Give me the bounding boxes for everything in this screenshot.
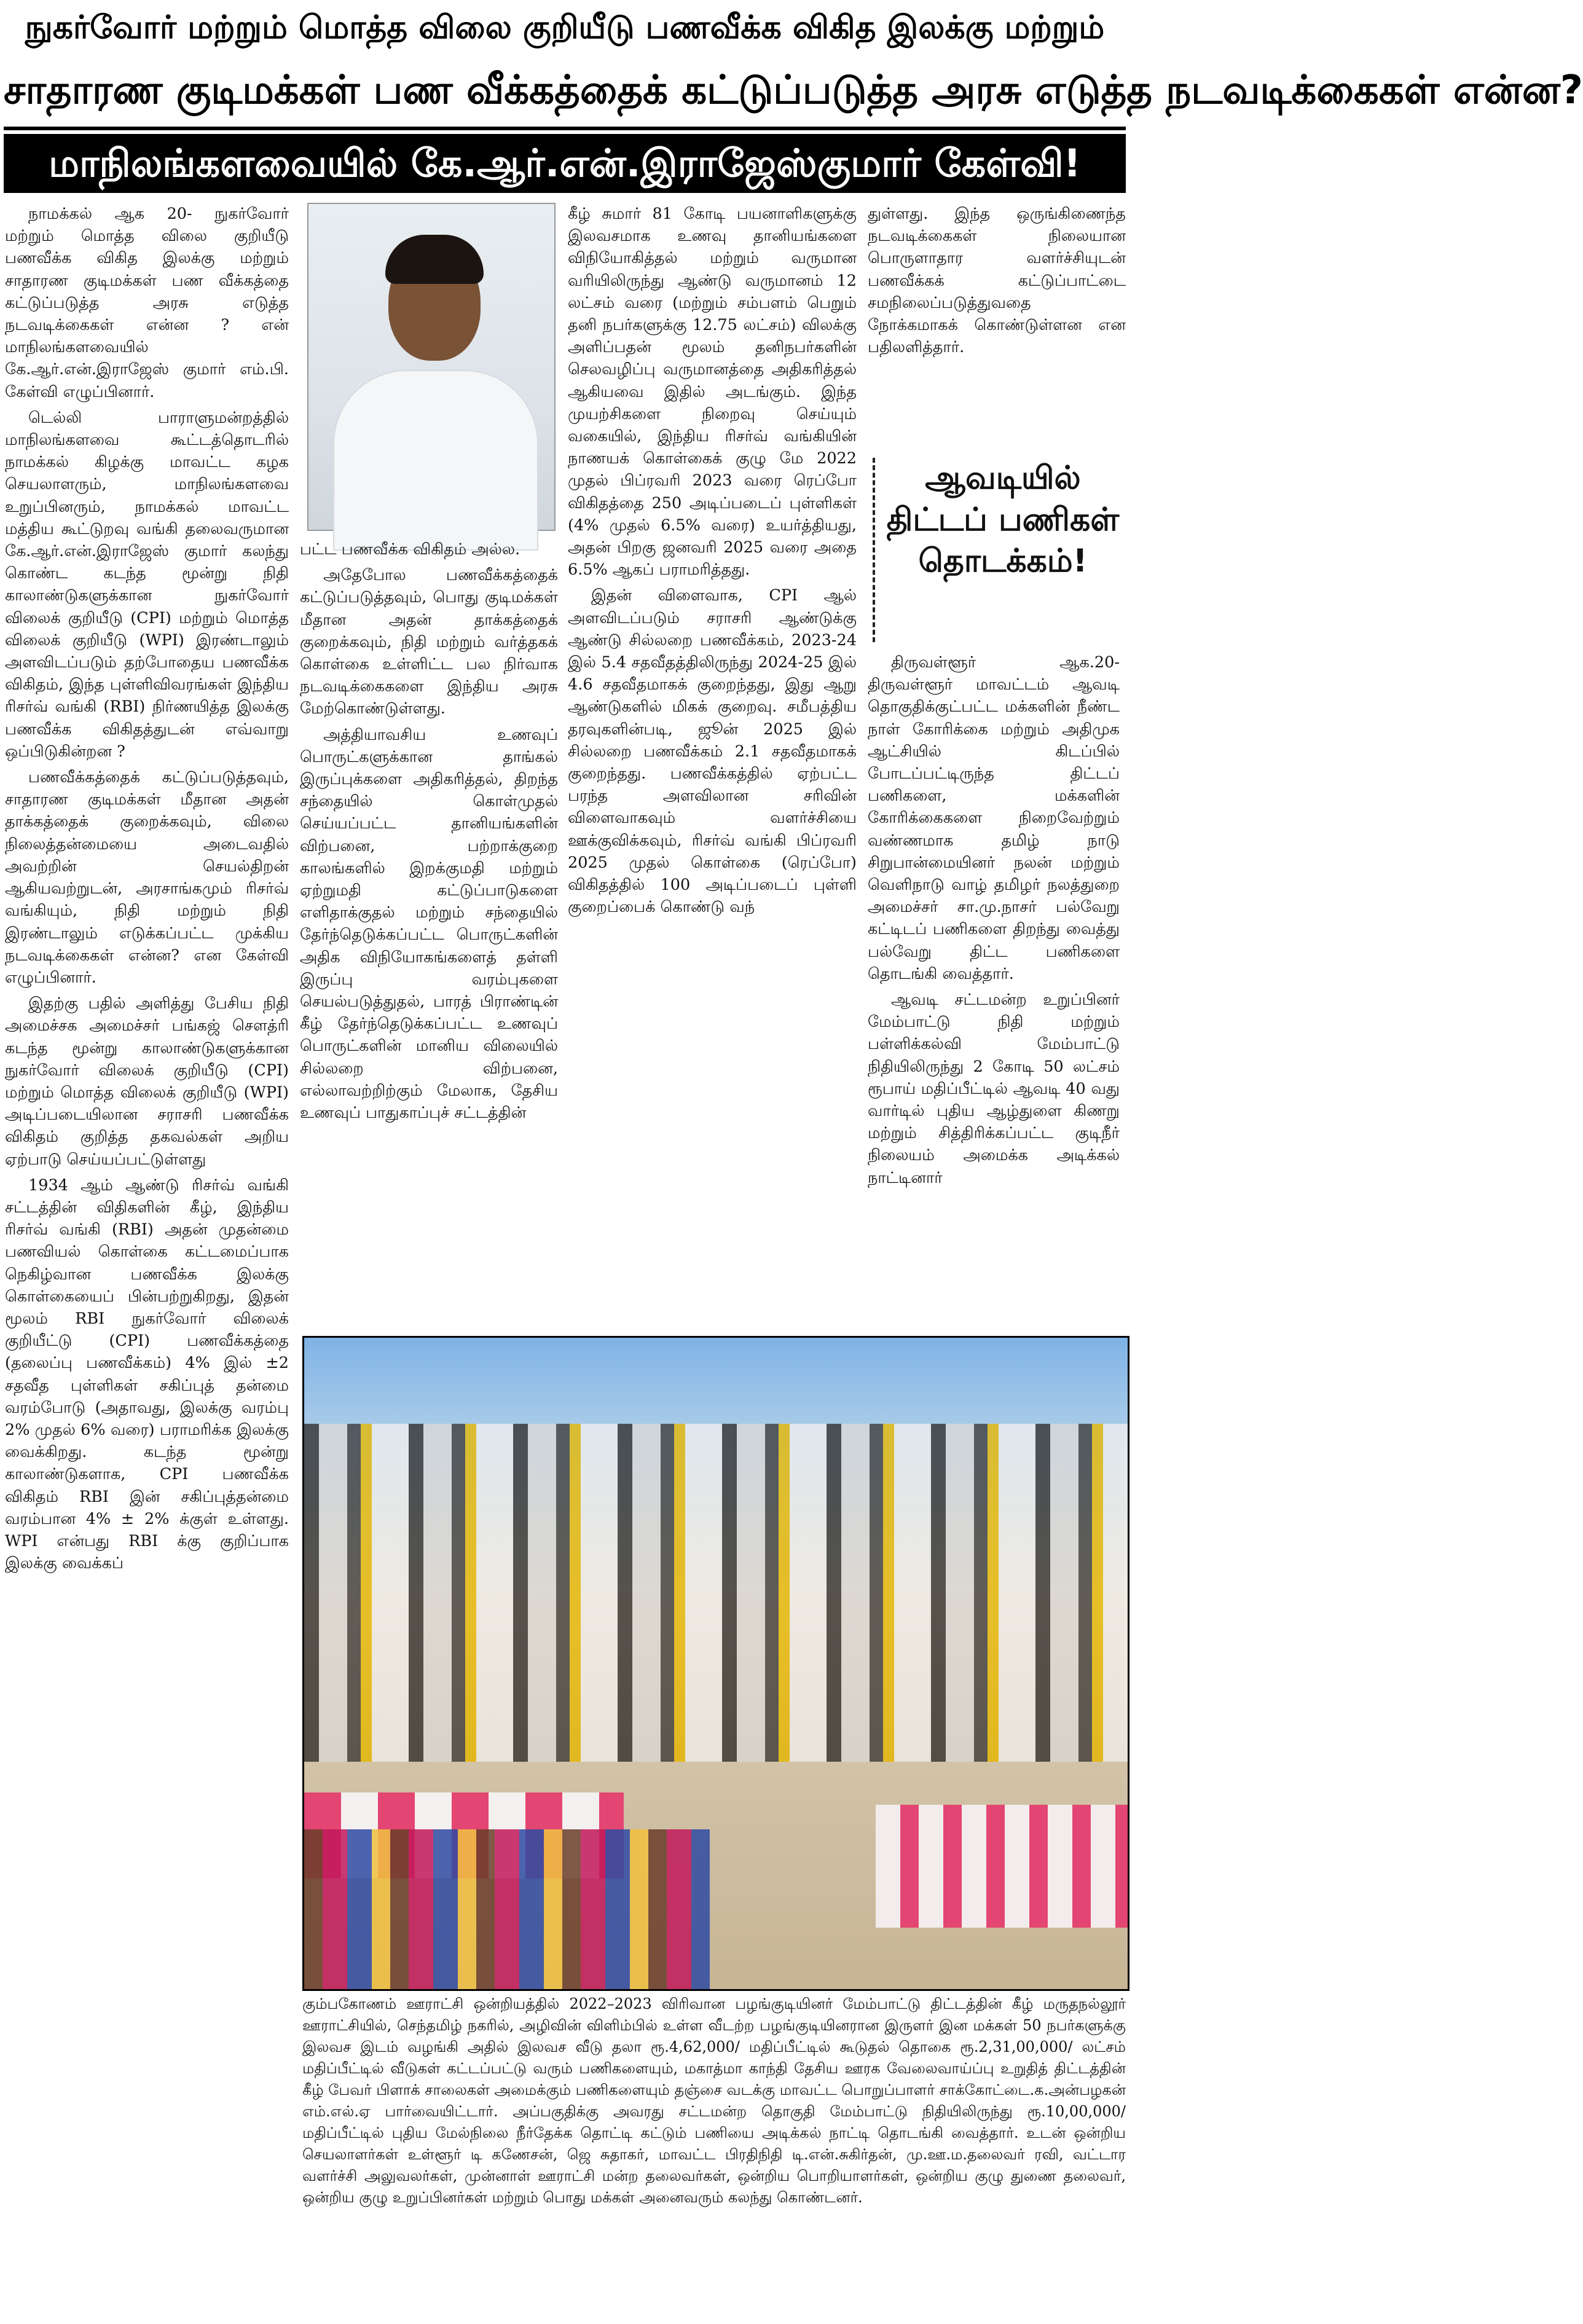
article-column-3 — [568, 203, 857, 1327]
article-paragraph: இதற்கு பதில் அளித்து பேசிய நிதி அமைச்சக அமைச்சர் பங்கஜ் சௌத்ரி கடந்த மூன்று காலாண்டுகளுக்கான நுகர்வோர் விலைக் குறியீடு (CPI) மற்றும் மொத்த விலைக் குறியீடு (WPI) அடிப்படையிலான சராசரி பணவீக்க விகிதம் குறித்த தகவல்கள் அறிய ஏற்பாடு செய்யப்பட்டுள்ளது — [5, 994, 289, 1169]
headline-line-1: நுகர்வோர் மற்றும் மொத்த விலை குறியீடு பணவீக்க விகித இலக்கு மற்றும் — [4, 2, 1126, 53]
second-article-headline-box — [873, 458, 1125, 642]
article-paragraph: நாமக்கல் ஆக 20- நுகர்வோர் மற்றும் மொத்த விலை குறியீடு பணவீக்க விகித இலக்கு மற்றும் சாதாரண குடிமக்கள் பண வீக்கத்தை கட்டுப்படுத்த அரசு எடுத்த நடவடிக்கைகள் என்ன ? என் மாநிலங்களவையில் கே.ஆர்.என்.இராஜேஸ் குமார் எம்.பி. கேள்வி எழுப்பினார். — [5, 205, 289, 401]
photo-caption — [302, 1993, 1126, 2319]
article-paragraph: கீழ் சுமார் 81 கோடி பயனாளிகளுக்கு இலவசமாக உணவு தானியங்களை விநியோகித்தல் மற்றும் வருமான வரியிலிருந்து ஆண்டு வருமானம் 12 லட்சம் வரை (மற்றும் சம்பளம் பெறும் தனி நபர்களுக்கு 12.75 லட்சம்) விலக்கு அளிப்பதன் மூலம் தனிநபர்களின் செலவழிப்பு வருமானத்தை அதிகரித்தல் ஆகியவை இதில் அடங்கும். இந்த முயற்சிகளை நிறைவு செய்யும் வகையில், இந்திய ரிசர்வ் வங்கியின் நாணயக் கொள்கைக் குழு மே 2022 முதல் பிப்ரவரி 2023 வரை ரெப்போ விகிதத்தை 250 அடிப்படைப் புள்ளிகள் (4% முதல் 6.5% வரை) உயர்த்தியது, அதன் பிறகு ஜனவரி 2025 வரை அதை 6.5% ஆகப் பராமரித்தது. — [568, 205, 857, 579]
headline-line-2: சாதாரண குடிமக்கள் பண வீக்கத்தைக் கட்டுப்படுத்த அரசு எடுத்த நடவடிக்கைகள் என்ன? — [4, 54, 1126, 130]
article-column-1 — [5, 203, 289, 2317]
article-paragraph: திருவள்ளூர் ஆக.20- திருவள்ளூர் மாவட்டம் ஆவடி தொகுதிக்குட்பட்ட மக்களின் நீண்ட நாள் கோரிக்கை மற்றும் அதிமுக ஆட்சியில் கிடப்பில் போடப்பட்டிருந்த திட்டப் பணிகளை, மக்களின் கோரிக்கைகளை நிறைவேற்றும் வண்ணமாக தமிழ் நாடு சிறுபான்மையினர் நலன் மற்றும் வெளிநாடு வாழ் தமிழர் நலத்துறை அமைச்சர் சா.மு.நாசர் பல்வேறு கட்டிடப் பணிகளை திறந்து வைத்து பல்வேறு திட்ட பணிகளை தொடங்கி வைத்தார். — [868, 653, 1120, 983]
article-paragraph: டெல்லி பாராளுமன்றத்தில் மாநிலங்களவை கூட்டத்தொடரில் நாமக்கல் கிழக்கு மாவட்ட கழக செயலாளரும், மாநிலங்களவை உறுப்பினரும், நாமக்கல் மாவட்ட மத்திய கூட்டுறவு வங்கி தலைவருமான கே.ஆர்.என்.இராஜேஸ் குமார் கலந்து கொண்ட கடந்த மூன்று நிதி காலாண்டுகளுக்கான நுகர்வோர் விலைக் குறியீடு (CPI) மற்றும் மொத்த விலைக் குறியீடு (WPI) இரண்டாலும் அளவிடப்படும் தற்போதைய பணவீக்க விகிதம், இந்த புள்ளிவிவரங்கள் இந்திய ரிசர்வ் வங்கி (RBI) நிர்ணயித்த இலக்கு பணவீக்க விகிதத்துடன் எவ்வாறு ஒப்பிடுகின்றன ? — [5, 408, 289, 761]
article-paragraph: இதன் விளைவாக, CPI ஆல் அளவிடப்படும் சராசரி ஆண்டுக்கு ஆண்டு சில்லறை பணவீக்கம், 2023-24 இல் 5.4 சதவீதத்திலிருந்து 2024-25 இல் 4.6 சதவீதமாகக் குறைந்தது, இது ஆறு ஆண்டுகளில் மிகக் குறைவு. சமீபத்திய தரவுகளின்படி, ஜூன் 2025 இல் சில்லறை பணவீக்கம் 2.1 சதவீதமாகக் குறைந்தது. பணவீக்கத்தில் ஏற்பட்ட பரந்த அளவிலான சரிவின் விளைவாகவும் வளர்ச்சியை ஊக்குவிக்கவும், ரிசர்வ் வங்கி பிப்ரவரி 2025 முதல் கொள்கை (ரெப்போ) விகிதத்தில் 100 அடிப்படைப் புள்ளி குறைப்பைக் கொண்டு வந் — [568, 586, 857, 917]
portrait-hair — [385, 235, 484, 284]
second-article-title: ஆவடியில் திட்டப் பணிகள் தொடக்கம்! — [886, 460, 1120, 580]
article-paragraph: பட்ட பணவீக்க விகிதம் அல்ல. — [300, 540, 520, 559]
event-photo-houses-right — [876, 1805, 1128, 1928]
event-photo-group — [304, 1829, 710, 1989]
event-photo — [302, 1336, 1129, 1991]
article-paragraph: ஆவடி சட்டமன்ற உறுப்பினர் மேம்பாட்டு நிதி மற்றும் பள்ளிக்கல்வி மேம்பாட்டு நிதியிலிருந்து 2 கோடி 50 லட்சம் ரூபாய் மதிப்பீட்டில் ஆவடி 40 வது வார்டில் புதிய ஆழ்துளை கிணறு மற்றும் சித்திரிக்கப்பட்ட குடிநீர் நிலையம் அமைக்க அடிக்கல் நாட்டினார் — [868, 991, 1120, 1187]
article-paragraph: 1934 ஆம் ஆண்டு ரிசர்வ் வங்கி சட்டத்தின் விதிகளின் கீழ், இந்திய ரிசர்வ் வங்கி (RBI) அதன் முதன்மை பணவியல் கொள்கை கட்டமைப்பாக நெகிழ்வான பணவீக்க இலக்கு கொள்கையைப் பின்பற்றுகிறது, இதன் மூலம் RBI நுகர்வோர் விலைக் குறியீட்டு (CPI) பணவீக்கத்தை (தலைப்பு பணவீக்கம்) 4% இல் ±2 சதவீத புள்ளிகள் சகிப்புத் தன்மை வரம்போடு (அதாவது, இலக்கு வரம்பு 2% முதல் 6% வரை) பராமரிக்க இலக்கு வைக்கிறது. கடந்த மூன்று காலாண்டுகளாக, CPI பணவீக்க விகிதம் RBI இன் சகிப்புத்தன்மை வரம்பான 4% ± 2% க்குள் உள்ளது. WPI என்பது RBI க்கு குறிப்பாக இலக்கு வைக்கப் — [5, 1176, 289, 1573]
article-paragraph: அதேபோல பணவீக்கத்தைக் கட்டுப்படுத்தவும், பொது குடிமக்கள் மீதான அதன் தாக்கத்தைக் குறைக்கவும், நிதி மற்றும் வர்த்தகக் கொள்கை உள்ளிட்ட பல நிர்வாக நடவடிக்கைகளை இந்திய அரசு மேற்கொண்டுள்ளது. — [300, 566, 558, 718]
article-paragraph: துள்ளது. இந்த ஒருங்கிணைந்த நடவடிக்கைகள் நிலையான பொருளாதார வளர்ச்சியுடன் பணவீக்கக் கட்டுப்பாட்டை சமநிலைப்படுத்துவதை நோக்கமாகக் கொண்டுள்ளன என பதிலளித்தார். — [868, 205, 1126, 357]
portrait-photo — [307, 203, 556, 531]
article-paragraph: அத்தியாவசிய உணவுப் பொருட்களுக்கான தாங்கல் இருப்புக்களை அதிகரித்தல், திறந்த சந்தையில் கொள்முதல் செய்யப்பட்ட தானியங்களின் விற்பனை, பற்றாக்குறை காலங்களில் இறக்குமதி மற்றும் ஏற்றுமதி கட்டுப்பாடுகளை எளிதாக்குதல் மற்றும் சந்தையில் தேர்ந்தெடுக்கப்பட்ட பொருட்களின் அதிக விநியோகங்களைத் தள்ளி இருப்பு வரம்புகளை செயல்படுத்துதல், பாரத் பிராண்டின் கீழ் தேர்ந்தெடுக்கப்பட்ட உணவுப் பொருட்களின் மானிய விலையில் சில்லறை விற்பனை, எல்லாவற்றிற்கும் மேலாக, தேசிய உணவுப் பாதுகாப்புச் சட்டத்தின் — [300, 725, 558, 1123]
caption-text: கும்பகோணம் ஊராட்சி ஒன்றியத்தில் 2022–2023 விரிவான பழங்குடியினர் மேம்பாட்டு திட்டத்தின் கீழ் மருதநல்லூர் ஊராட்சியில், செந்தமிழ் நகரில், அழிவின் விளிம்பில் உள்ள வீடற்ற பழங்குடியினரான இருளர் இன மக்கள் 50 நபர்களுக்கு இலவச இடம் வழங்கி அதில் இலவச வீடு தலா ரூ.4,62,000/ மதிப்பீட்டில் கூடுதல் தொகை ரூ.2,31,00,000/ லட்சம் மதிப்பீட்டில் வீடுகள் கட்டப்பட்டு வரும் பணிகளையும், மகாத்மா காந்தி தேசிய ஊரக வேலைவாய்ப்பு உறுதித் திட்டத்தின் கீழ் பேவர் பிளாக் சாலைகள் அமைக்கும் பணிகளையும் தஞ்சை வடக்கு மாவட்ட பொறுப்பாளர் சாக்கோட்டை.க.அன்பழகன் எம்.எல்.ஏ பார்வையிட்டார். அப்பகுதிக்கு அவரது சட்டமன்ற தொகுதி மேம்பாட்டு நிதியிலிருந்து ரூ.10,00,000/ மதிப்பீட்டில் புதிய மேல்நிலை நீர்தேக்க தொட்டி கட்டும் பணியை அடிக்கல் நாட்டி தொடங்கி வைத்தார். உடன் ஒன்றிய செயலாளர்கள் உள்ளூர் டி கணேசன், ஜெ சுதாகர், மாவட்ட பிரதிநிதி டி.என்.சுகிர்தன், மு.ஊ.ம.தலைவர் ரவி, வட்டார வளர்ச்சி அலுவலர்கள், முன்னாள் ஊராட்சி மன்ற தலைவர்கள், ஒன்றிய பொறியாளர்கள், ஒன்றிய குழு துணை தலைவர், ஒன்றிய குழு உறுப்பினர்கள் மற்றும் பொது மக்கள் அனைவரும் கலந்து கொண்டனர். — [302, 1995, 1126, 2207]
portrait-shirt — [333, 370, 538, 551]
article-column-2 — [300, 538, 558, 1322]
event-photo-crowd — [304, 1424, 1128, 1768]
headline-line-3: மாநிலங்களவையில் கே.ஆர்.என்.இராஜேஸ்குமார் கேள்வி! — [4, 134, 1126, 193]
second-article-body — [868, 651, 1120, 1326]
article-paragraph: பணவீக்கத்தைக் கட்டுப்படுத்தவும், சாதாரண குடிமக்கள் மீதான அதன் தாக்கத்தைக் குறைக்கவும், விலை நிலைத்தன்மையை அடைவதில் அவற்றின் செயல்திறன் ஆகியவற்றுடன், அரசாங்கமும் ரிசர்வ் வங்கியும், நிதி மற்றும் நிதி இரண்டாலும் எடுக்கப்பட்ட முக்கிய நடவடிக்கைகள் என்ன? என கேள்வி எழுப்பினார். — [5, 768, 289, 987]
